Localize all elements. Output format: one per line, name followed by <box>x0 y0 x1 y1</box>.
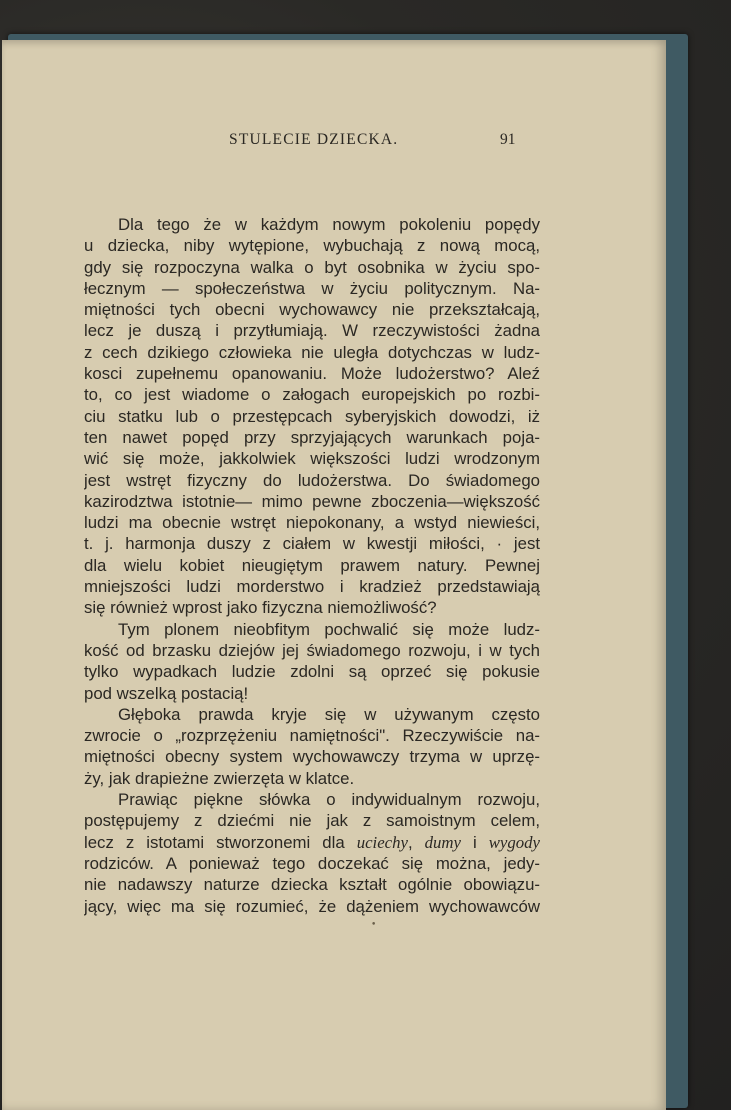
page-number: 91 <box>500 131 516 148</box>
text-line: tylko wypadkach ludzie zdolni są oprzeć się pokusie <box>84 662 540 682</box>
text-line: Głęboka prawda kryje się w używanym często <box>118 704 540 724</box>
text-line: ludzi ma obecnie wstręt niepokonany, a wstyd niewieści, <box>84 513 540 533</box>
text-line: miętności tych obecni wychowawcy nie przekształcają, <box>84 300 540 320</box>
italic-word: uciechy <box>356 832 408 852</box>
text-line: t. j. harmonja duszy z ciałem w kwestji miłości, · jest <box>84 534 540 554</box>
text-line: zwrocie o „rozprzężeniu namiętności". Rzeczywiście na- <box>84 726 540 746</box>
text-line: postępujemy z dziećmi nie jak z samoistnym celem, <box>84 811 540 831</box>
text-line: łecznym — społeczeństwa w życiu politycznym. Na- <box>84 278 540 298</box>
text-line: rodziców. A ponieważ tego doczekać się można, jedy- <box>84 853 540 873</box>
body-text <box>84 214 540 917</box>
italic-word: dumy <box>424 832 461 852</box>
text-line: u dziecka, niby wytępione, wybuchają z nową mocą, <box>84 236 540 256</box>
text-line: dla wielu kobiet nieugiętym prawem natury. Pewnej <box>84 555 540 575</box>
text-fragment: i <box>460 832 489 852</box>
text-line: miętności obecny system wychowawczy trzyma w uprzę- <box>84 747 540 767</box>
running-header-title: STULECIE DZIECKA. <box>229 131 399 148</box>
text-line: Tym plonem nieobfitym pochwalić się może ludz- <box>118 619 540 639</box>
text-line: jący, więc ma się rozumieć, że dążeniem wychowawców <box>84 896 540 916</box>
text-line: kosci zupełnemu opanowaniu. Może ludożerstwo? Aleź <box>84 364 540 384</box>
text-line-with-italics <box>84 832 540 853</box>
text-line: nie nadawszy naturze dziecka kształt ogólnie obowiązu- <box>84 875 540 895</box>
print-speck: • <box>371 920 377 930</box>
italic-word: wygody <box>488 832 540 852</box>
text-line: pod wszelką postacią! <box>84 683 249 703</box>
text-line: Dla tego że w każdym nowym pokoleniu popędy <box>118 215 540 234</box>
running-header <box>2 131 666 155</box>
text-line: się również wprost jako fizyczna niemożliwość? <box>84 598 437 618</box>
text-line: gdy się rozpoczyna walka o byt osobnika w życiu spo- <box>84 257 540 277</box>
text-line: jest wstręt fizyczny do ludożerstwa. Do świadomego <box>84 470 540 490</box>
text-line: ży, jak drapieżne zwierzęta w klatce. <box>84 768 355 788</box>
text-line: kazirodztwa istotnie— mimo pewne zboczenia—większość <box>84 491 540 511</box>
text-line: wić się może, jakkolwiek większości ludzi wrodzonym <box>84 449 540 469</box>
text-line: ten nawet popęd przy sprzyjających warunkach poja- <box>84 427 540 447</box>
text-fragment: , <box>407 832 425 852</box>
text-fragment: lecz z istotami stworzonemi dla <box>84 832 345 852</box>
text-line: mniejszości ludzi morderstwo i kradzież przedstawiają <box>84 577 540 597</box>
book-page <box>2 40 666 1110</box>
text-line: ciu statku lub o przestępcach syberyjskich dowodzi, iż <box>84 406 540 426</box>
text-line: to, co jest wiadome o załogach europejskich po rozbi- <box>84 385 540 405</box>
text-line: kość od brzasku dziejów jej świadomego rozwoju, i w tych <box>84 640 540 660</box>
text-line: z cech dzikiego człowieka nie uległa dotychczas w ludz- <box>84 342 540 362</box>
text-line: Prawiąc piękne słówka o indywidualnym rozwoju, <box>118 790 540 810</box>
text-line: lecz je duszą i przytłumiają. W rzeczywistości żadna <box>84 321 540 341</box>
